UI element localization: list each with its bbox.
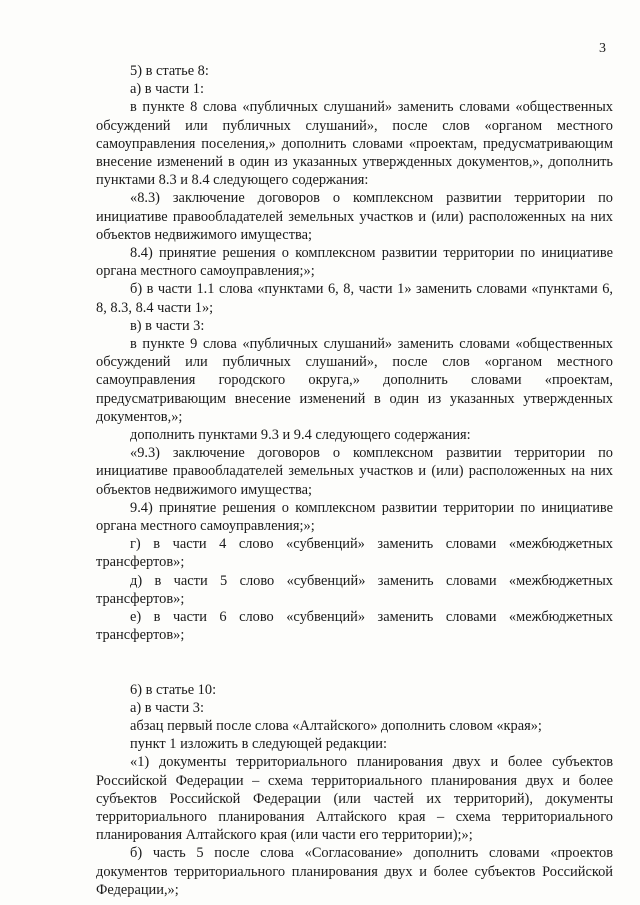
paragraph: а) в части 3: — [130, 699, 204, 716]
page-number: 3 — [599, 41, 606, 56]
paragraph: в пункте 8 слова «публичных слушаний» заменить словами «общественных обсуждений или публичных слушаний», после слов «органом местного самоуправления поселения,» дополнить словами «проектам, предусматривающим внесение изменений в один из указанных утвержденных документов,», дополнить пунктами 8.3 и 8.4 следующего содержания: — [96, 99, 613, 189]
paragraph: «8.3) заключение договоров о комплексном развитии территории по инициативе правообладателей земельных участков и (или) расположенных на них объектов недвижимого имущества; — [96, 190, 613, 243]
paragraph: 5) в статье 8: — [130, 63, 209, 79]
paragraph: б) в части 1.1 слова «пунктами 6, 8, части 1» заменить словами «пунктами 6, 8, 8.3, 8.4 части 1»; — [96, 281, 613, 316]
amendment-block-article-10 — [96, 681, 613, 899]
paragraph: дополнить пунктами 9.3 и 9.4 следующего содержания: — [130, 427, 471, 444]
paragraph: б) часть 5 после слова «Согласование» дополнить словами «проектов документов территориального планирования двух и более субъектов Российской Федерации,»; — [96, 845, 613, 898]
paragraph: 8.4) принятие решения о комплексном развитии территории по инициативе органа местного самоуправления;»; — [96, 245, 613, 280]
paragraph: е) в части 6 слово «субвенций» заменить словами «межбюджетных трансфертов»; — [96, 609, 613, 644]
paragraph: г) в части 4 слово «субвенций» заменить словами «межбюджетных трансфертов»; — [96, 536, 613, 571]
paragraph: абзац первый после слова «Алтайского» дополнить словом «края»; — [130, 717, 542, 734]
paragraph: «9.3) заключение договоров о комплексном развитии территории по инициативе правообладателей земельных участков и (или) расположенных на них объектов недвижимого имущества; — [96, 445, 613, 498]
paragraph: «1) документы территориального планирования двух и более субъектов Российской Федерации – схема территориального планирования двух и более субъектов Российской Федерации (или частей их территорий), документы территориального планирования Алтайского края – схема территориального планирования Алтайского края (или части его территории);»; — [96, 754, 613, 844]
paragraph: в) в части 3: — [130, 317, 205, 334]
paragraph: пункт 1 изложить в следующей редакции: — [130, 736, 387, 753]
paragraph: а) в части 1: — [130, 81, 204, 98]
document-body — [96, 62, 613, 899]
section-spacer — [96, 645, 613, 681]
paragraph: д) в части 5 слово «субвенций» заменить словами «межбюджетных трансфертов»; — [96, 572, 613, 607]
paragraph: 6) в статье 10: — [130, 681, 217, 698]
paragraph: 9.4) принятие решения о комплексном развитии территории по инициативе органа местного самоуправления;»; — [96, 499, 613, 535]
paragraph: в пункте 9 слова «публичных слушаний» заменить словами «общественных обсуждений или публичных слушаний», после слов «органом местного самоуправления городского округа,» дополнить словами «проектам, предусматривающим внесение изменений в один из указанных утвержденных документов,»; — [96, 336, 613, 425]
amendment-block-article-8 — [96, 62, 613, 645]
